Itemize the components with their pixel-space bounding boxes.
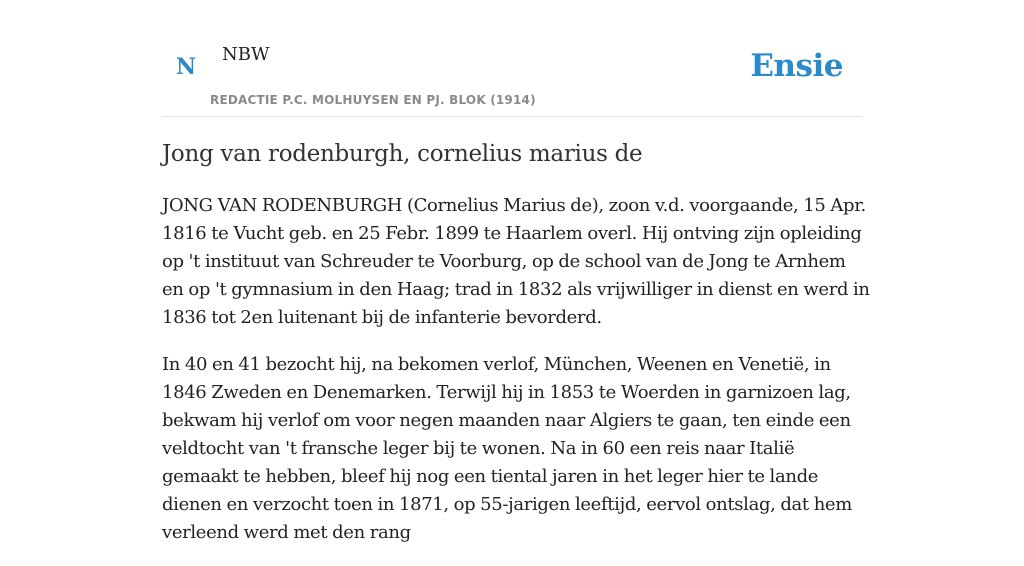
- source-subtitle: REDACTIE P.C. MOLHUYSEN EN PJ. BLOK (1914): [210, 93, 536, 107]
- ensie-logo[interactable]: Ensie: [750, 48, 843, 84]
- source-name-link[interactable]: NBW: [222, 44, 270, 65]
- article-title: Jong van rodenburgh, cornelius marius de: [162, 141, 643, 167]
- source-logo[interactable]: N: [176, 54, 197, 80]
- page: [162, 0, 870, 543]
- article-paragraph: JONG VAN RODENBURGH (Cornelius Marius de), zoon v.d. voorgaande, 15 Apr. 1816 te Vucht geb. en 25 Febr. 1899 te Haarlem overl. Hij ontving zijn opleiding op 't instituut van Schreuder te Voorburg, op de school van de Jong te Arnhem en op 't gymnasium in den Haag; trad in 1832 als vrijwilliger in dienst en werd in 1836 tot 2en luitenant bij de infanterie bevorderd.: [162, 195, 870, 328]
- article-paragraph: In 40 en 41 bezocht hij, na bekomen verlof, München, Weenen en Venetië, in 1846 Zweden en Denemarken. Terwijl hij in 1853 te Woerden in garnizoen lag, bekwam hij verlof om voor negen maanden naar Algiers te gaan, ten einde een veldtocht van 't fransche leger bij te wonen. Na in 60 een reis naar Italië gemaakt te hebben, bleef hij nog een tiental jaren in het leger hier te lande dienen en verzocht toen in 1871, op 55-jarigen leeftijd, eervol ontslag, dat hem verleend werd met den rang: [162, 354, 852, 543]
- article-body: [162, 192, 872, 566]
- site-header: [162, 0, 862, 117]
